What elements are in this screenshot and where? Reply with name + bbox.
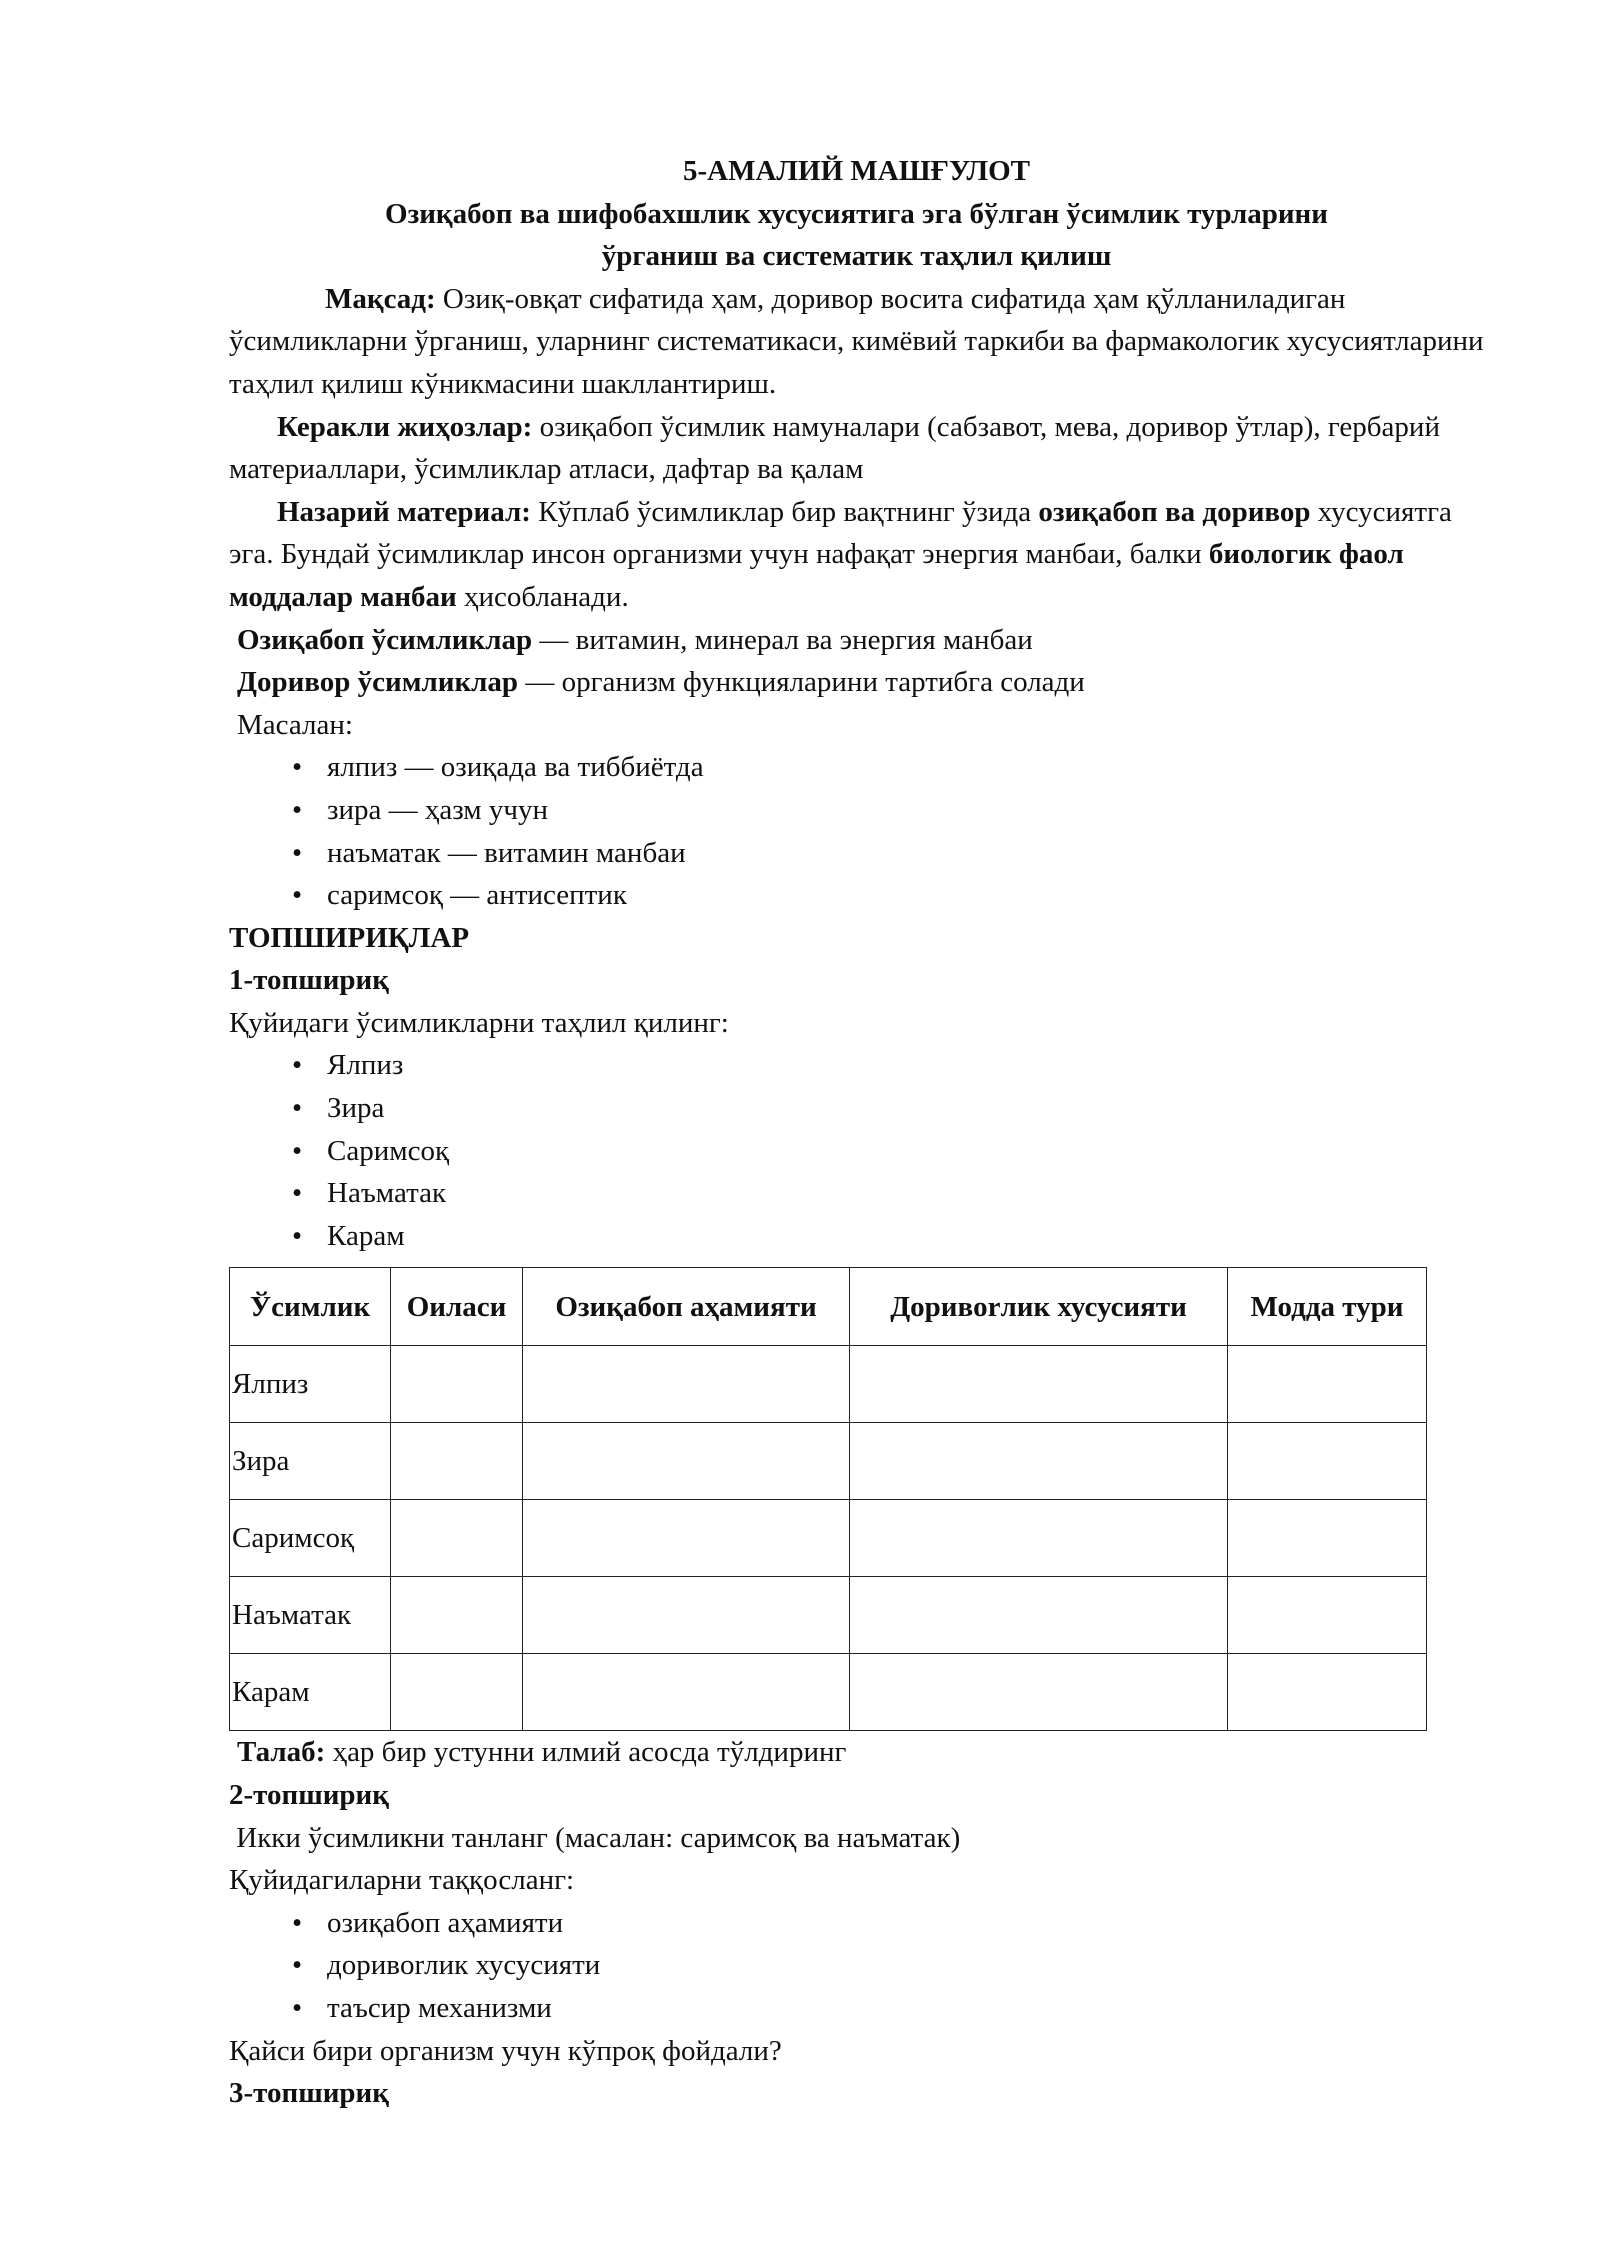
table-cell-plant: Саримсоқ — [230, 1500, 391, 1577]
table-cell-empty[interactable] — [391, 1423, 523, 1500]
subtitle-line-2: ўрганиш ва систематик таҳлил қилиш — [601, 240, 1112, 273]
column-header-substance-type: Модда тури — [1228, 1268, 1427, 1346]
requirement-text: ҳар бир устунни илмий асосда тўлдиринг — [325, 1736, 847, 1769]
food-plants-text: — витамин, минерал ва энергия манбаи — [532, 623, 1033, 656]
bullet-icon: • — [292, 1906, 303, 1939]
goal-paragraph — [229, 278, 1484, 406]
table-cell-plant: Карам — [230, 1654, 391, 1731]
table-header-row — [230, 1268, 1427, 1346]
task2-heading-text: 2-топшириқ — [229, 1779, 389, 1812]
table-row — [230, 1577, 1427, 1654]
table-cell-empty[interactable] — [523, 1577, 850, 1654]
list-item — [229, 1987, 1484, 2030]
food-plants-label: Озиқабоп ўсимликлар — [237, 623, 533, 656]
list-item-text: таъсир механизми — [327, 1992, 552, 2024]
table-cell-empty[interactable] — [850, 1654, 1228, 1731]
bullet-icon: • — [292, 1949, 303, 1982]
table-cell-empty[interactable] — [391, 1500, 523, 1577]
table-cell-empty[interactable] — [523, 1346, 850, 1423]
bullet-icon: • — [292, 1049, 303, 1082]
table-cell-empty[interactable] — [1228, 1577, 1427, 1654]
list-item-text: ялпиз — озиқада ва тиббиётда — [327, 751, 704, 784]
task2-intro: Икки ўсимликни танланг (масалан: саримсоқ ва наъматак) — [229, 1821, 961, 1854]
theory-paragraph — [229, 491, 1484, 619]
examples-list — [229, 746, 1484, 916]
bullet-icon: • — [292, 879, 303, 912]
task1-requirement — [229, 1731, 1484, 1774]
list-item — [229, 789, 1484, 832]
list-item — [229, 1215, 1484, 1258]
list-item-text: Наъматак — [327, 1177, 447, 1210]
equipment-label: Керакли жиҳозлар: — [277, 410, 533, 443]
equipment-paragraph — [229, 406, 1484, 491]
table-cell-empty[interactable] — [391, 1577, 523, 1654]
theory-text-3: ҳисобланади. — [456, 580, 629, 613]
list-item-text: зира — ҳазм учун — [327, 793, 548, 826]
list-item — [229, 746, 1484, 789]
table-cell-empty[interactable] — [1228, 1423, 1427, 1500]
list-item — [229, 1902, 1484, 1945]
bullet-icon: • — [292, 1177, 303, 1210]
medicinal-plants-text: — организм функцияларини тартибга солади — [518, 666, 1085, 699]
list-item-text: Саримсоқ — [327, 1134, 450, 1167]
equipment-text: озиқабоп ўсимлик намуналари (сабзавот, мева, доривор ўтлар), гербарий материаллари, ўсимликлар атласи, дафтар ва қалам — [229, 410, 1440, 486]
theory-label: Назарий материал: — [277, 495, 531, 528]
list-item-text: наъматак — витамин манбаи — [327, 836, 686, 869]
page-title: 5-АМАЛИЙ МАШҒУЛОТ — [683, 155, 1030, 187]
table-cell-empty[interactable] — [850, 1423, 1228, 1500]
task1-heading — [229, 959, 1484, 1002]
analysis-table — [229, 1267, 1427, 1731]
medicinal-plants-line — [229, 661, 1484, 704]
task3-heading — [229, 2072, 1484, 2115]
table-row — [230, 1500, 1427, 1577]
column-header-plant: Ўсимлик — [230, 1268, 391, 1346]
theory-text-1: Кўплаб ўсимликлар бир вақтнинг ўзида — [530, 495, 1039, 528]
table-cell-empty[interactable] — [523, 1654, 850, 1731]
list-item-text: Карам — [327, 1219, 405, 1252]
examples-label: Масалан: — [237, 708, 353, 741]
subtitle-line-1: Озиқабоп ва шифобахшлик хусусиятига эга бўлган ўсимлик турларини — [385, 197, 1328, 230]
task3-heading-text: 3-топшириқ — [229, 2077, 389, 2110]
tasks-heading-text: ТОПШИРИҚЛАР — [229, 921, 470, 954]
list-item-text: саримсоқ — антисептик — [327, 879, 627, 912]
requirement-label: Талаб: — [237, 1736, 326, 1769]
food-plants-line — [229, 619, 1484, 662]
table-cell-empty[interactable] — [850, 1577, 1228, 1654]
table-cell-plant: Ялпиз — [230, 1346, 391, 1423]
column-header-medicinal-property: Доривorлик хусусияти — [850, 1268, 1228, 1346]
table-cell-empty[interactable] — [1228, 1500, 1427, 1577]
task2-question: Қайси бири организм учун кўпроқ фойдали? — [229, 2034, 782, 2067]
table-cell-empty[interactable] — [523, 1423, 850, 1500]
table-cell-empty[interactable] — [850, 1346, 1228, 1423]
table-row — [230, 1346, 1427, 1423]
bullet-icon: • — [292, 836, 303, 869]
theory-bold-2: биологик фаол моддалар манбаи — [229, 538, 1404, 613]
table-cell-empty[interactable] — [391, 1654, 523, 1731]
bullet-icon: • — [292, 1092, 303, 1125]
task1-intro: Қуйидаги ўсимликларни таҳлил қилинг: — [229, 1006, 729, 1039]
tasks-heading — [229, 917, 1484, 960]
column-header-family: Оиласи — [391, 1268, 523, 1346]
task1-heading-text: 1-топшириқ — [229, 964, 389, 997]
medicinal-plants-label: Доривор ўсимликлар — [237, 666, 519, 699]
goal-text: Озиқ-овқат сифатида ҳам, доривор восита сифатида ҳам қўлланиладиган ўсимликларни ўрганиш, уларнинг систематикаси, кимёвий таркиби ва фармакологик хусусиятларини таҳлил қилиш кўникмасини шакллантириш. — [229, 282, 1484, 400]
bullet-icon: • — [292, 793, 303, 826]
list-item — [229, 1044, 1484, 1087]
table-cell-empty[interactable] — [850, 1500, 1228, 1577]
theory-text-2: хусусиятга эга. Бундай ўсимликлар инсон организми учун нафақат энергия манбаи, балки — [229, 495, 1452, 571]
list-item-text: озиқабоп аҳамияти — [327, 1906, 564, 1939]
goal-label: Мақсад: — [325, 282, 436, 315]
table-cell-empty[interactable] — [1228, 1654, 1427, 1731]
list-item — [229, 1130, 1484, 1173]
task2-compare-label: Қуйидагиларни таққосланг: — [229, 1864, 575, 1897]
list-item-text: Зира — [327, 1092, 385, 1125]
list-item — [229, 832, 1484, 875]
list-item-text: Ялпиз — [327, 1049, 404, 1082]
list-item-text: доривorлик хусусияти — [327, 1949, 601, 1982]
theory-bold-1: озиқабоп ва доривор — [1038, 495, 1311, 528]
column-header-food-value: Озиқабоп аҳамияти — [523, 1268, 850, 1346]
task2-heading — [229, 1774, 1484, 1817]
table-cell-empty[interactable] — [1228, 1346, 1427, 1423]
table-row — [230, 1423, 1427, 1500]
task1-plants-list — [229, 1044, 1484, 1257]
table-cell-plant: Наъматак — [230, 1577, 391, 1654]
bullet-icon: • — [292, 1219, 303, 1252]
table-row — [230, 1654, 1427, 1731]
list-item — [229, 1944, 1484, 1987]
list-item — [229, 874, 1484, 917]
document-content — [229, 150, 1484, 2115]
bullet-icon: • — [292, 751, 303, 784]
bullet-icon: • — [292, 1992, 303, 2024]
table-cell-empty[interactable] — [391, 1346, 523, 1423]
table-cell-empty[interactable] — [523, 1500, 850, 1577]
bullet-icon: • — [292, 1134, 303, 1167]
task2-items-list — [229, 1902, 1484, 2030]
list-item — [229, 1172, 1484, 1215]
list-item — [229, 1087, 1484, 1130]
table-cell-plant: Зира — [230, 1423, 391, 1500]
